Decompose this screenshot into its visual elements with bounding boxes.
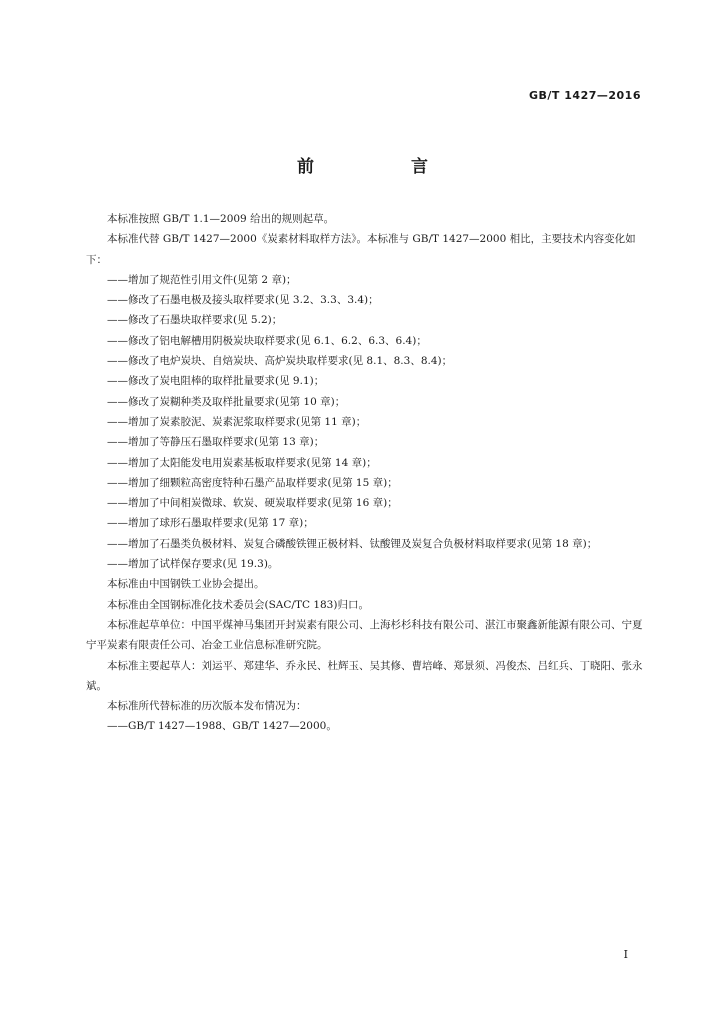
change-text: 修改了炭电阻棒的取样批量要求(见 9.1)； (128, 375, 325, 388)
list-item (86, 351, 646, 371)
dash-marker: —— (107, 375, 128, 388)
change-text: 增加了细颗粒高密度特种石墨产品取样要求(见第 15 章)； (128, 476, 398, 489)
list-item (86, 290, 646, 310)
change-text: 增加了炭素胶泥、炭素泥浆取样要求(见第 11 章)； (128, 415, 367, 428)
closing-paragraph: 本标准所代替标准的历次版本发布情况为： (107, 700, 307, 713)
list-item (86, 392, 646, 412)
dash-marker: —— (107, 497, 128, 510)
closing-paragraph: 本标准起草单位：中国平煤神马集团开封炭素有限公司、上海杉杉科技有限公司、湛江市聚鑫新能源有限公司、宁夏宁平炭素有限责任公司、冶金工业信息标准研究院。 (86, 618, 643, 652)
dash-marker: —— (107, 558, 128, 571)
dash-marker: —— (107, 334, 128, 347)
page-title: 前 言 (297, 157, 468, 177)
change-text: 修改了炭糊种类及取样批量要求(见第 10 章)； (128, 395, 346, 408)
change-text: 增加了试样保存要求(见 19.3)。 (128, 558, 279, 571)
change-text: 修改了石墨块取样要求(见 5.2)； (128, 314, 283, 327)
list-item (86, 716, 646, 736)
closing-paragraph: 本标准由中国钢铁工业协会提出。 (107, 578, 265, 591)
intro-paragraph: 本标准按照 GB/T 1.1—2009 给出的规则起草。 (107, 213, 335, 225)
list-item (86, 310, 646, 330)
changes-list (86, 270, 646, 574)
list-item (86, 270, 646, 290)
dash-marker: —— (107, 476, 128, 489)
list-item (86, 331, 646, 351)
change-text: 增加了球形石墨取样要求(见第 17 章)； (128, 517, 314, 530)
change-text: 修改了铝电解槽用阴极炭块取样要求(见 6.1、6.2、6.3、6.4)； (128, 334, 427, 347)
history-text: GB/T 1427—1988、GB/T 1427—2000。 (128, 720, 337, 733)
dash-marker: —— (107, 395, 128, 408)
dash-marker: —— (107, 273, 128, 286)
intro-paragraph: 本标准代替 GB/T 1427—2000《炭素材料取样方法》。本标准与 GB/T 1427—2000 相比，主要技术内容变化如下： (86, 233, 636, 266)
dash-marker: —— (107, 456, 128, 469)
closing-paragraph: 本标准由全国钢标准化技术委员会(SAC/TC 183)归口。 (107, 598, 369, 611)
dash-marker: —— (107, 294, 128, 307)
dash-marker: —— (107, 415, 128, 428)
list-item (86, 453, 646, 473)
change-text: 增加了太阳能发电用炭素基板取样要求(见第 14 章)； (128, 456, 377, 469)
dash-marker: —— (107, 314, 128, 327)
foreword-body (86, 209, 646, 737)
change-text: 修改了电炉炭块、自焙炭块、高炉炭块取样要求(见 8.1、8.3、8.4)； (128, 355, 453, 368)
change-text: 增加了等静压石墨取样要求(见第 13 章)； (128, 436, 325, 449)
list-item (86, 534, 646, 554)
page-number: I (623, 948, 628, 961)
list-item (86, 412, 646, 432)
list-item (86, 554, 646, 574)
list-item (86, 371, 646, 391)
history-list (86, 716, 646, 736)
change-text: 增加了石墨类负极材料、炭复合磷酸铁锂正极材料、钛酸锂及炭复合负极材料取样要求(见第 18 章)； (128, 537, 598, 550)
closing-paragraph: 本标准主要起草人：刘运平、郑建华、乔永民、杜辉玉、吴其修、曹培峰、郑景须、冯俊杰、吕红兵、丁晓阳、张永斌。 (86, 659, 643, 692)
list-item (86, 432, 646, 452)
dash-marker: —— (107, 355, 128, 368)
dash-marker: —— (107, 720, 128, 733)
list-item (86, 513, 646, 533)
list-item (86, 493, 646, 513)
change-text: 增加了中间相炭微球、软炭、硬炭取样要求(见第 16 章)； (128, 497, 398, 510)
list-item (86, 473, 646, 493)
dash-marker: —— (107, 517, 128, 530)
standard-code: GB/T 1427—2016 (529, 89, 641, 102)
change-text: 修改了石墨电极及接头取样要求(见 3.2、3.3、3.4)； (128, 294, 379, 307)
change-text: 增加了规范性引用文件(见第 2 章)； (128, 273, 297, 286)
dash-marker: —— (107, 537, 128, 550)
dash-marker: —— (107, 436, 128, 449)
